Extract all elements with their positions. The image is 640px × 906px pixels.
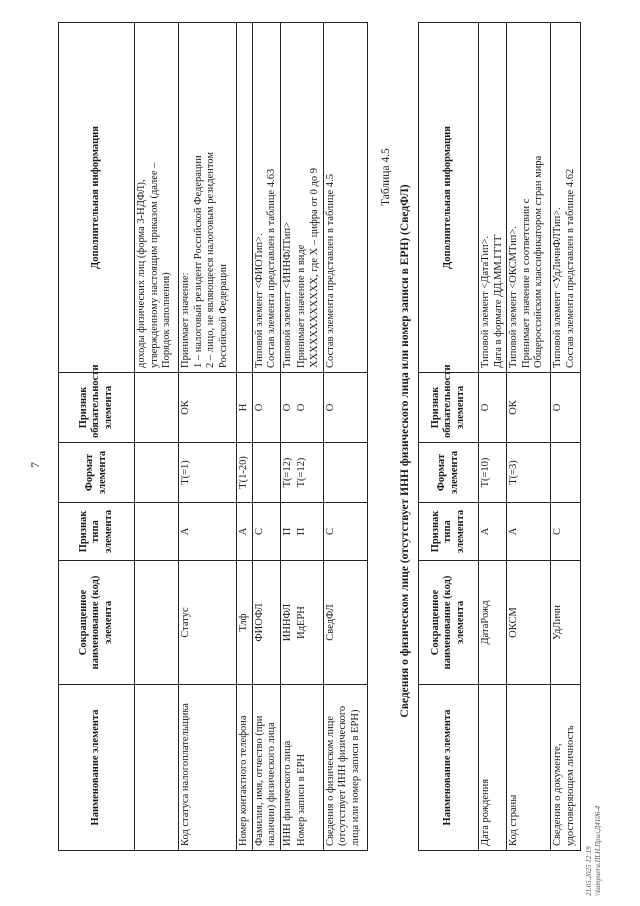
cell-info [551, 23, 581, 373]
table-row [295, 23, 323, 851]
table2-header-required: Признак обязательности элемента [419, 373, 479, 443]
cell-type: С [252, 503, 280, 561]
cell-format: T(=3) [507, 443, 551, 503]
cell-code [135, 561, 179, 685]
table2-header-row [419, 23, 479, 851]
info-line: Общероссийским классификатором стран мира [533, 155, 544, 368]
cell-name: Номер контактного телефона [237, 685, 253, 851]
info-line: Российской Федерации [217, 264, 229, 368]
cell-type: А [179, 503, 237, 561]
cell-required: ОК [507, 373, 551, 443]
cell-required: Н [237, 373, 253, 443]
table2-header-name: Наименование элемента [419, 685, 479, 851]
cell-required: О [323, 373, 367, 443]
cell-info [252, 23, 280, 373]
info-line: Принимает значение в виде [296, 244, 307, 368]
table-row [551, 23, 581, 851]
cell-info [507, 23, 551, 373]
elements-table-1 [58, 22, 368, 851]
table-row [135, 23, 179, 851]
cell-type: А [479, 503, 507, 561]
table2-header-type: Признак типа элемента [419, 503, 479, 561]
cell-required: О [479, 373, 507, 443]
cell-format: T(=10) [479, 443, 507, 503]
info-line: Типовой элемент <ОКСМТип>. [508, 226, 519, 368]
cell-name: Код статуса налогоплательщика [179, 685, 237, 851]
table-caption: Таблица 4.5 [380, 148, 392, 206]
cell-type: С [551, 503, 581, 561]
info-line: утвержденному настоящим приказом (далее – [148, 162, 160, 368]
cell-name: Дата рождения [479, 685, 507, 851]
print-stamp [585, 806, 603, 896]
table1-header-code: Сокращенное наименование (код) элемента [59, 561, 135, 685]
table-row [252, 23, 280, 851]
cell-format [551, 443, 581, 503]
info-line: Порядок заполнения) [161, 272, 172, 368]
table-row [280, 23, 295, 851]
cell-code: ФИОФЛ [252, 561, 280, 685]
cell-info [135, 23, 179, 373]
table-row [237, 23, 253, 851]
cell-required: О [252, 373, 280, 443]
cell-info [479, 23, 507, 373]
cell-name: Фамилия, имя, отчество (при наличии) физического лица [252, 685, 280, 851]
table2-header-format: Формат элемента [419, 443, 479, 503]
info-line: Состав элемента представлен в таблице 4.63 [266, 168, 277, 368]
cell-required [135, 373, 179, 443]
cell-name: Код страны [507, 685, 551, 851]
cell-code: ИННФЛ [280, 561, 295, 685]
cell-code: ИдЕРН [295, 561, 323, 685]
info-line: Типовой элемент <УдЛичнФЛТип>. [552, 207, 563, 368]
cell-type: С [323, 503, 367, 561]
cell-required: О [551, 373, 581, 443]
cell-type: П [280, 503, 295, 561]
cell-required: О [295, 373, 323, 443]
cell-type [135, 503, 179, 561]
cell-format [252, 443, 280, 503]
cell-info [323, 23, 367, 373]
cell-name: Номер записи в ЕРН [295, 685, 323, 851]
info-line: доходы физических лиц (форма 3-НДФЛ), [136, 179, 147, 368]
cell-format: T(1-20) [237, 443, 253, 503]
cell-name [135, 685, 179, 851]
table1-header-row [59, 23, 135, 851]
elements-table-2 [418, 22, 581, 851]
table-row [179, 23, 237, 851]
cell-format: T(=1) [179, 443, 237, 503]
cell-required: О [280, 373, 295, 443]
table2-header-code: Сокращенное наименование (код) элемента [419, 561, 479, 685]
info-line: Состав элемента представлен в таблице 4.62 [564, 168, 576, 368]
stamp-line: \\kumpuera.IILH.Прил.Д4106-4 [594, 805, 602, 896]
cell-required: ОК [179, 373, 237, 443]
cell-code: ДатаРожд [479, 561, 507, 685]
table1-header-type: Признак типа элемента [59, 503, 135, 561]
cell-info [280, 23, 295, 373]
cell-code: ОКСМ [507, 561, 551, 685]
cell-info [237, 23, 253, 373]
cell-code: СведФЛ [323, 561, 367, 685]
info-line: Типовой элемент <ДатаТип>. [480, 235, 491, 368]
cell-name: ИНН физического лица [280, 685, 295, 851]
table-row [323, 23, 367, 851]
cell-format [135, 443, 179, 503]
cell-name: Сведения о физическом лице (отсутствует ИНН физического лица или номер записи в ЕРН) [323, 685, 367, 851]
stamp-line: 21.05.2025 12:19 [585, 846, 593, 896]
info-line: Принимает значение в соответствии с [520, 198, 532, 368]
cell-format: T(=12) [280, 443, 295, 503]
cell-code: Тлф [237, 561, 253, 685]
table1-header-required: Признак обязательности элемента [59, 373, 135, 443]
cell-format [323, 443, 367, 503]
cell-type: А [507, 503, 551, 561]
table1-header-format: Формат элемента [59, 443, 135, 503]
info-line: Состав элемента представлен в таблице 4.5 [324, 174, 336, 368]
cell-code: УдЛичн [551, 561, 581, 685]
cell-name: Сведения о документе, удостоверяющем личность [551, 685, 581, 851]
cell-info [295, 23, 323, 373]
info-line: Типовой элемент <ИННФЛТип> [281, 222, 293, 368]
info-line: 1 – налоговый резидент Российской Федерации [192, 155, 204, 368]
cell-format: T(=12) [295, 443, 323, 503]
table2-header-info: Дополнительная информация [419, 23, 479, 373]
table1-header-info: Дополнительная информация [59, 23, 135, 373]
info-line: Принимает значение: [180, 272, 191, 368]
table-title: Сведения о физическом лице (отсутствует ИНН физического лица или номер записи в ЕРН) (СведФЛ) [399, 184, 411, 718]
cell-info [179, 23, 237, 373]
cell-code: Статус [179, 561, 237, 685]
table1-header-name: Наименование элемента [59, 685, 135, 851]
info-line: Дата в формате ДД.ММ.ГГГГ [492, 234, 504, 368]
info-line: XXXXXXXXXXXX, где X – цифра от 0 до 9 [308, 168, 320, 368]
table-row [507, 23, 551, 851]
info-line: Типовой элемент <ФИОТип>. [253, 233, 265, 368]
table-row [479, 23, 507, 851]
page-number: 7 [28, 462, 42, 468]
info-line: 2 – лицо, не являющееся налоговым резидентом [205, 152, 216, 368]
cell-type: П [295, 503, 323, 561]
cell-type: А [237, 503, 253, 561]
